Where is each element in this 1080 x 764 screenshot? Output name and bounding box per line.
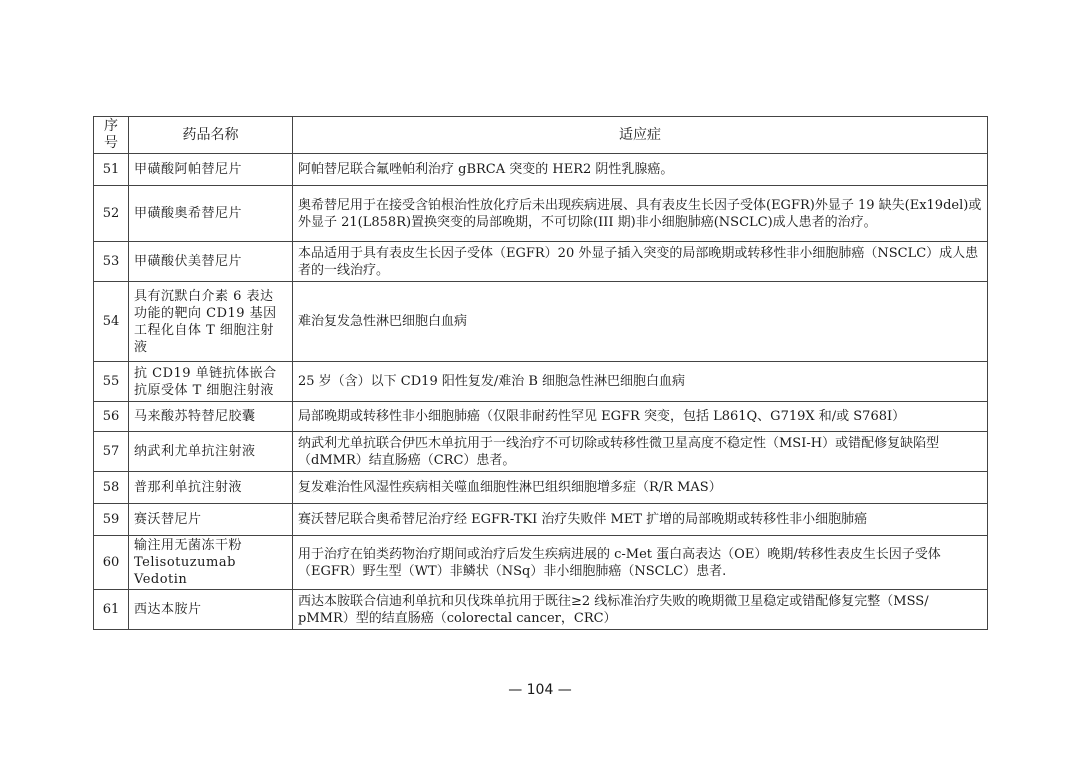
row-number: 53: [94, 242, 129, 282]
table-row: [94, 432, 988, 472]
drug-name: 纳武利尤单抗注射液: [129, 432, 293, 472]
row-number: 57: [94, 432, 129, 472]
table-row: [94, 504, 988, 536]
drug-name: 甲磺酸奥希替尼片: [129, 186, 293, 242]
indication: 局部晚期或转移性非小细胞肺癌（仅限非耐药性罕见 EGFR 突变，包括 L861Q、G719X 和/或 S768I）: [293, 402, 988, 432]
drug-name: 普那利单抗注射液: [129, 472, 293, 504]
drug-name: 输注用无菌冻干粉 Telisotuzumab Vedotin: [129, 536, 293, 590]
row-number: 52: [94, 186, 129, 242]
header-indication: 适应症: [293, 117, 988, 154]
row-number: 58: [94, 472, 129, 504]
table-row: [94, 362, 988, 402]
drug-name: 甲磺酸阿帕替尼片: [129, 154, 293, 186]
indication: 阿帕替尼联合氟唑帕利治疗 gBRCA 突变的 HER2 阴性乳腺癌。: [293, 154, 988, 186]
indication: 奥希替尼用于在接受含铂根治性放化疗后未出现疾病进展、具有表皮生长因子受体(EGFR)外显子 19 缺失(Ex19del)或外显子 21(L858R)置换突变的局部晚期，不可切除(III 期)非小细胞肺癌(NSCLC)成人患者的治疗。: [293, 186, 988, 242]
header-drug-name: 药品名称: [129, 117, 293, 154]
table-row: [94, 242, 988, 282]
indication: 赛沃替尼联合奥希替尼治疗经 EGFR-TKI 治疗失败伴 MET 扩增的局部晚期或转移性非小细胞肺癌: [293, 504, 988, 536]
drug-name: 马来酸苏特替尼胶囊: [129, 402, 293, 432]
indication: 难治复发急性淋巴细胞白血病: [293, 282, 988, 362]
table-header-row: [94, 117, 988, 154]
table-row: [94, 154, 988, 186]
table-row: [94, 472, 988, 504]
row-number: 59: [94, 504, 129, 536]
table-row: [94, 282, 988, 362]
table-row: [94, 186, 988, 242]
row-number: 60: [94, 536, 129, 590]
drug-name: 西达本胺片: [129, 590, 293, 630]
drug-name: 赛沃替尼片: [129, 504, 293, 536]
drug-indication-table: [93, 116, 988, 630]
table-row: [94, 402, 988, 432]
row-number: 61: [94, 590, 129, 630]
table-row: [94, 590, 988, 630]
row-number: 54: [94, 282, 129, 362]
table-row: [94, 536, 988, 590]
drug-name: 甲磺酸伏美替尼片: [129, 242, 293, 282]
indication: 本品适用于具有表皮生长因子受体（EGFR）20 外显子插入突变的局部晚期或转移性非小细胞肺癌（NSCLC）成人患者的一线治疗。: [293, 242, 988, 282]
indication: 纳武利尤单抗联合伊匹木单抗用于一线治疗不可切除或转移性微卫星高度不稳定性（MSI-H）或错配修复缺陷型（dMMR）结直肠癌（CRC）患者。: [293, 432, 988, 472]
row-number: 55: [94, 362, 129, 402]
row-number: 56: [94, 402, 129, 432]
indication: 西达本胺联合信迪利单抗和贝伐珠单抗用于既往≥2 线标准治疗失败的晚期微卫星稳定或错配修复完整（MSS/ pMMR）型的结直肠癌（colorectal cancer，CRC）: [293, 590, 988, 630]
indication: 用于治疗在铂类药物治疗期间或治疗后发生疾病进展的 c-Met 蛋白高表达（OE）晚期/转移性表皮生长因子受体（EGFR）野生型（WT）非鳞状（NSq）非小细胞肺癌（NSCLC）患者.: [293, 536, 988, 590]
page-number: — 104 —: [508, 682, 572, 698]
drug-name: 抗 CD19 单链抗体嵌合抗原受体 T 细胞注射液: [129, 362, 293, 402]
drug-name: 具有沉默白介素 6 表达功能的靶向 CD19 基因工程化自体 T 细胞注射液: [129, 282, 293, 362]
indication: 25 岁（含）以下 CD19 阳性复发/难治 B 细胞急性淋巴细胞白血病: [293, 362, 988, 402]
header-serial-number: 序号: [94, 117, 129, 154]
indication: 复发难治性风湿性疾病相关噬血细胞性淋巴组织细胞增多症（R/R MAS）: [293, 472, 988, 504]
row-number: 51: [94, 154, 129, 186]
